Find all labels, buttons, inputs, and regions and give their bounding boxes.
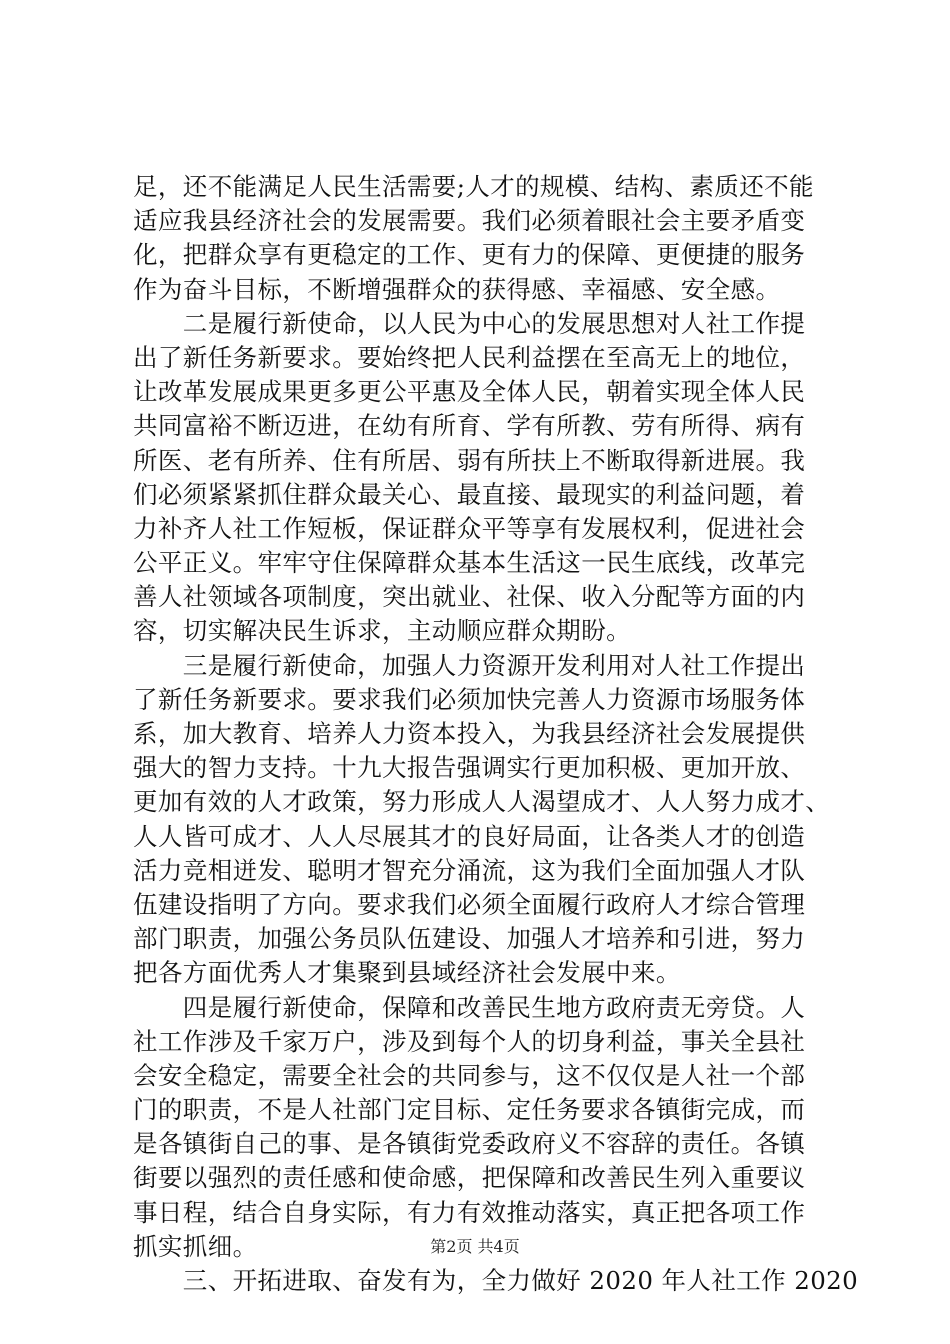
text-line: 二是履行新使命，以人民为中心的发展思想对人社工作提	[133, 308, 806, 338]
text-line: 人人皆可成才、人人尽展其才的良好局面，让各类人才的创造	[133, 821, 806, 851]
text-line: 会安全稳定，需要全社会的共同参与，这不仅仅是人社一个部	[133, 1060, 806, 1090]
body-text	[133, 170, 859, 1298]
text-line: 了新任务新要求。要求我们必须加快完善人力资源市场服务体	[133, 684, 806, 714]
text-line: 抓实抓细。	[133, 1231, 258, 1261]
text-line: 公平正义。牢牢守住保障群众基本生活这一民生底线，改革完	[133, 548, 806, 578]
text-line: 是各镇街自己的事、是各镇街党委政府义不容辞的责任。各镇	[133, 1129, 806, 1159]
text-line: 社工作涉及千家万户，涉及到每个人的切身利益，事关全县社	[133, 1026, 806, 1056]
text-line: 让改革发展成果更多更公平惠及全体人民，朝着实现全体人民	[133, 377, 806, 407]
text-line: 容，切实解决民生诉求，主动顺应群众期盼。	[133, 616, 631, 646]
text-line: 更加有效的人才政策，努力形成人人渴望成才、人人努力成才、	[133, 787, 831, 817]
page-number-footer: 第2页 共4页	[430, 1237, 520, 1256]
text-line: 出了新任务新要求。要始终把人民利益摆在至高无上的地位，	[133, 342, 806, 372]
text-line: 伍建设指明了方向。要求我们必须全面履行政府人才综合管理	[133, 889, 806, 919]
text-line: 力补齐人社工作短板，保证群众平等享有发展权利，促进社会	[133, 513, 806, 543]
text-line: 部门职责，加强公务员队伍建设、加强人才培养和引进，努力	[133, 924, 806, 954]
text-line: 共同富裕不断迈进，在幼有所育、学有所教、劳有所得、病有	[133, 411, 806, 441]
text-line: 善人社领域各项制度，突出就业、社保、收入分配等方面的内	[133, 582, 806, 612]
text-line: 所医、老有所养、住有所居、弱有所扶上不断取得新进展。我	[133, 445, 806, 475]
text-line: 化，把群众享有更稳定的工作、更有力的保障、更便捷的服务	[133, 240, 806, 270]
text-line: 把各方面优秀人才集聚到县域经济社会发展中来。	[133, 958, 681, 988]
text-line: 三是履行新使命，加强人力资源开发利用对人社工作提出	[133, 650, 806, 680]
text-line: 事日程，结合自身实际，有力有效推动落实，真正把各项工作	[133, 1197, 806, 1227]
text-line: 四是履行新使命，保障和改善民生地方政府责无旁贷。人	[133, 992, 806, 1022]
text-line: 门的职责，不是人社部门定目标、定任务要求各镇街完成，而	[133, 1095, 806, 1125]
text-line: 街要以强烈的责任感和使命感，把保障和改善民生列入重要议	[133, 1163, 806, 1193]
text-line: 足，还不能满足人民生活需要;人才的规模、结构、素质还不能	[133, 172, 814, 201]
text-line: 们必须紧紧抓住群众最关心、最直接、最现实的利益问题，着	[133, 479, 806, 509]
text-line: 作为奋斗目标，不断增强群众的获得感、幸福感、安全感。	[133, 274, 781, 304]
text-line: 系，加大教育、培养人力资本投入，为我县经济社会发展提供	[133, 719, 806, 748]
text-line: 活力竞相迸发、聪明才智充分涌流，这为我们全面加强人才队	[133, 855, 806, 885]
text-line: 适应我县经济社会的发展需要。我们必须着眼社会主要矛盾变	[133, 206, 806, 236]
text-line: 三、开拓进取、奋发有为，全力做好 2020 年人社工作 2020	[133, 1266, 859, 1295]
text-line: 强大的智力支持。十九大报告强调实行更加积极、更加开放、	[133, 753, 806, 783]
